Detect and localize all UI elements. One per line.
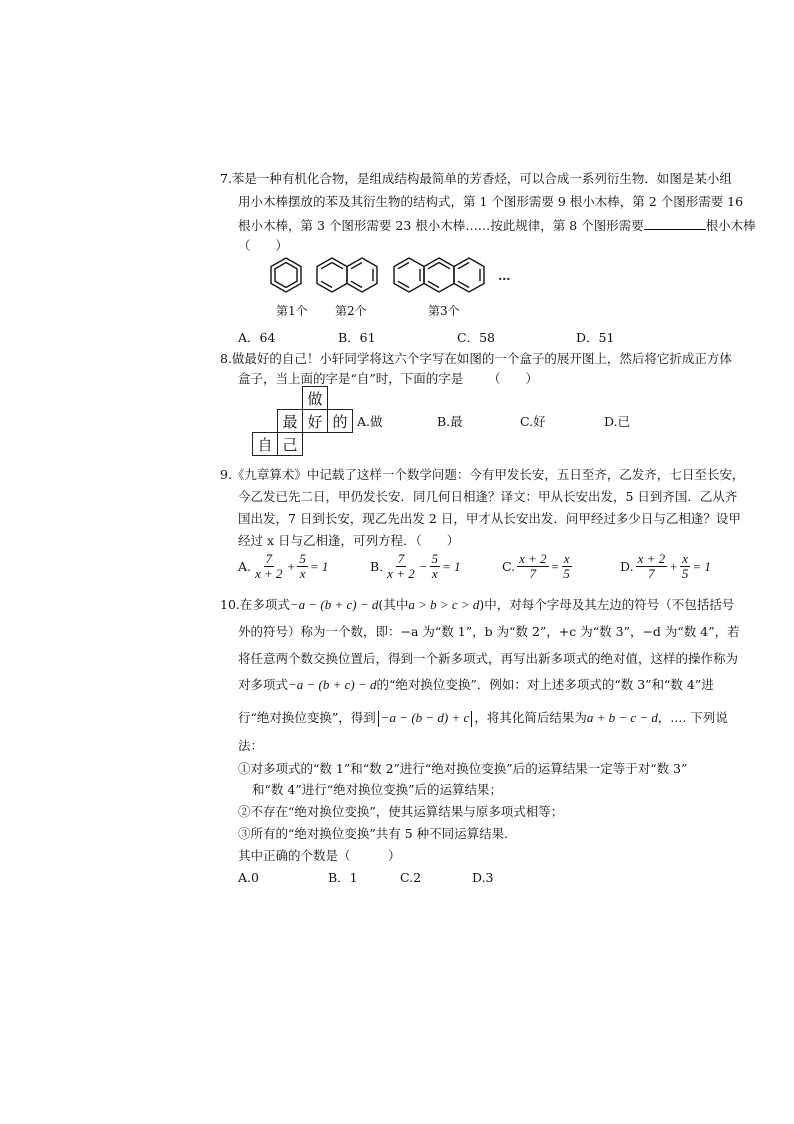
q7-line-1: 7.苯是一种有机化合物，是组成结构最简单的芳香烃，可以合成一系列衍生物．如图是某小组	[220, 171, 732, 186]
naphthalene-figure-2	[317, 258, 377, 292]
q10-polynomial-2: −a − (b + c) − d	[288, 677, 377, 692]
q8-option-a: A.做	[357, 414, 383, 429]
cube-net	[252, 386, 352, 458]
q7-line-3	[238, 217, 756, 234]
q7-line-2: 用小木棒摆放的苯及其衍生物的结构式，第 1 个图形需要 9 根小木棒，第 2 个图形需要 16	[238, 194, 744, 209]
q9-a-num1: 7	[265, 551, 273, 566]
q7-option-a: A．64	[238, 330, 276, 345]
cube-net-cell-zuo: 做	[302, 386, 328, 410]
q9-option-b	[370, 552, 461, 581]
q9-d-op: +	[669, 558, 678, 574]
q9-line-4: 经过 x 日与乙相逢，可列方程．（ ）	[238, 533, 460, 548]
q10-line-4-a: 对多项式	[238, 677, 289, 692]
q10-line-1-b: (其中	[378, 597, 409, 612]
benzene-figures	[266, 252, 516, 302]
q9-c-op: =	[550, 558, 560, 574]
q10-line-5	[238, 710, 728, 727]
q10-question: 其中正确的个数是（ ）	[238, 848, 401, 863]
q10-line-4-b: 的“绝对换位变换”．例如：对上述多项式的“数 3”和“数 4”进	[376, 677, 714, 692]
q9-option-c	[502, 552, 574, 581]
benzene-ring-figure-1	[271, 258, 301, 292]
q9-option-b-label: B.	[370, 559, 384, 574]
q10-line-2-a: 外的符号）称为一个数，即：	[238, 624, 401, 639]
q8-line-1: 8.做最好的自己！小轩同学将这六个字写在如图的一个盒子的展开图上，然后将它折成正方体	[220, 351, 732, 366]
q7-line-3-tail: 根小木棒	[705, 218, 756, 233]
cube-net-cell-de: 的	[327, 409, 353, 433]
figure-label-2: 第2个	[335, 304, 367, 318]
q9-a-num2: 5	[299, 551, 306, 566]
q10-line-1-a: 10.在多项式	[220, 597, 290, 612]
figure-label-3: 第3个	[428, 304, 460, 318]
cube-net-cell-hao: 好	[302, 409, 328, 433]
q7-bracket: （ ）	[238, 238, 289, 253]
q9-b-den2: x	[431, 566, 438, 581]
q9-b-rhs: = 1	[442, 558, 461, 574]
cube-net-cell-zui: 最	[277, 409, 303, 433]
q10-option-a: A.0	[238, 870, 259, 885]
abs-bar-left	[378, 711, 379, 727]
q9-d-num2: x	[682, 551, 689, 566]
answer-blank	[644, 217, 706, 230]
q9-c-den1: 7	[529, 566, 537, 581]
q9-option-d	[620, 552, 711, 581]
q10-line-3: 将任意两个数交换位置后，得到一个新多项式，再写出新多项式的绝对值，这样的操作称为	[238, 651, 739, 666]
q9-line-2: 今乙发已先二日，甲仍发长安．同几何日相逢？译文：甲从长安出发，5 日到齐国．乙从齐	[238, 489, 738, 504]
q10-abs-expression: −a − (b − d) + c	[380, 710, 470, 725]
q8-line-2: 盒子，当上面的字是“自”时，下面的字是	[238, 371, 464, 386]
cube-net-cell-ji: 己	[277, 432, 303, 456]
q9-b-num1: 7	[397, 551, 405, 566]
q10-option-c: C.2	[400, 870, 422, 885]
q10-statement-3: ③所有的“绝对换位变换”共有 5 种不同运算结果．	[238, 826, 517, 841]
q7-line-3-text: 根小木棒，第 3 个图形需要 23 根小木棒……按此规律，第 8 个图形需要	[238, 218, 644, 233]
q8-option-c: C.好	[520, 414, 546, 429]
q9-b-num2: 5	[431, 551, 438, 566]
q9-option-d-label: D.	[620, 559, 634, 574]
q8-option-d: D.已	[604, 414, 631, 429]
anthracene-figure-3	[394, 258, 484, 292]
q10-line-5-b: ，将其化简后结果为	[474, 710, 587, 725]
q10-line-2	[238, 624, 740, 640]
q9-c-den2: 5	[563, 566, 570, 581]
q10-statement-2: ②不存在“绝对换位变换”，使其运算结果与原多项式相等；	[238, 804, 564, 819]
q9-d-rhs: = 1	[692, 558, 711, 574]
q10-simplified-result: a + b − c − d	[586, 710, 658, 725]
q10-line-5-a: 行“绝对换位变换”，得到	[238, 710, 376, 725]
q9-a-den1: x + 2	[255, 566, 283, 581]
q9-b-den1: x + 2	[387, 566, 415, 581]
q9-c-num1: x + 2	[519, 551, 547, 566]
q10-line-1	[220, 597, 734, 613]
cube-net-cell-zi: 自	[252, 432, 278, 456]
q10-line-4	[238, 677, 714, 693]
q10-statement-1: ①对多项式的“数 1”和“数 2”进行“绝对换位变换”后的运算结果一定等于对“数 3”	[238, 761, 688, 776]
figure-label-1: 第1个	[276, 304, 308, 318]
q10-line-6: 法：	[238, 738, 264, 753]
q7-option-d: D．51	[576, 330, 615, 345]
q9-option-a-label: A.	[238, 559, 252, 574]
q9-d-den2: 5	[681, 566, 689, 581]
q10-polynomial: −a − (b + c) − d	[289, 597, 379, 612]
q9-option-c-label: C.	[502, 559, 516, 574]
q9-option-a	[238, 552, 328, 581]
q8-option-b: B.最	[437, 414, 463, 429]
q10-option-b: B．1	[328, 870, 358, 885]
q9-d-den1: 7	[648, 566, 655, 581]
q9-c-num2: x	[563, 551, 570, 566]
q9-line-3: 国出发，7 日到长安，现乙先出发 2 日，甲才从长安出发．问甲经过多少日与乙相逢？设甲	[238, 511, 741, 526]
q9-d-num1: x + 2	[637, 551, 666, 566]
q8-bracket: （ ）	[488, 371, 539, 386]
q10-line-2-b: −a 为“数 1”，b 为“数 2”，+c 为“数 3”，−d 为“数 4”，若	[400, 624, 740, 639]
q10-line-5-c: ，.... 下列说	[657, 710, 728, 725]
figure-ellipsis: …	[498, 268, 511, 283]
q10-statement-1-cont: 和“数 4”进行“绝对换位变换”后的运算结果；	[252, 782, 502, 797]
q10-option-d: D.3	[472, 870, 494, 885]
q10-line-1-c: )中，对每个字母及其左边的符号（不包括括号	[479, 597, 735, 612]
q10-condition: a > b > c > d	[408, 597, 480, 612]
q9-a-rhs: = 1	[309, 558, 329, 574]
q9-line-1: 9.《九章算术》中记载了这样一个数学问题：今有甲发长安，五日至齐，乙发齐，七日至长安，	[220, 467, 745, 482]
q7-option-b: B．61	[338, 330, 376, 345]
q9-a-den2: x	[299, 566, 306, 581]
q7-option-c: C．58	[457, 330, 495, 345]
q9-b-op: −	[418, 558, 428, 574]
q9-a-op: +	[286, 558, 296, 574]
abs-bar-right	[471, 711, 472, 727]
